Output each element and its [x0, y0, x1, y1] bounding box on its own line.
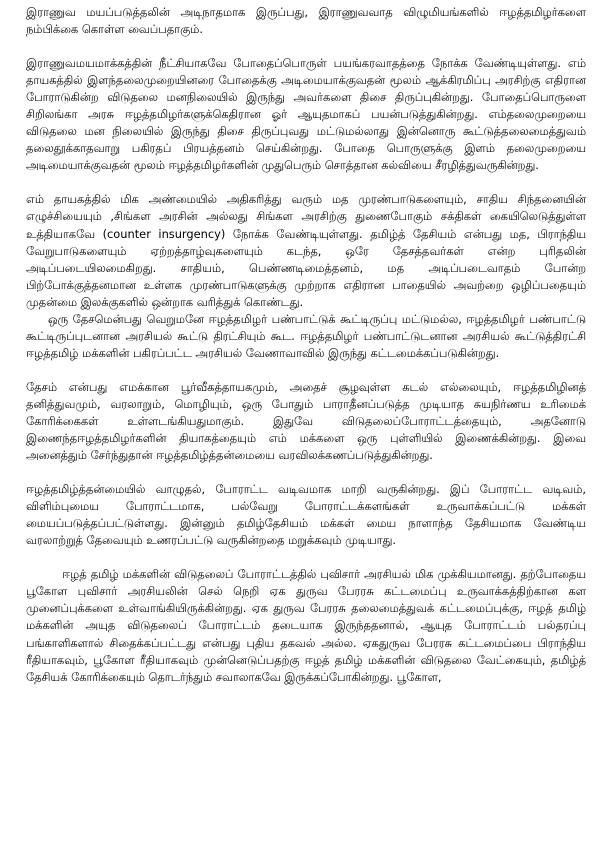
paragraph-homeland: தேசம் என்பது எமக்கான பூர்வீகத்தாயகமும், அதைச் சூழவுள்ள கடல் எல்லையும், ஈழத்தமிழினத் தனித்துவமும், வரலாறும், மொழியும், ஒரு போதும் பாராதீனப்படுத்த முடியாத சுயநிர்ணய உரிமைக் கோரிக்கைகள் உள்ளடங்கியதுமாகும். இதுவே விடுதலைப்போராட்டத்தையும், அதனோடு இணைந்தஈழத்தமிழர்களின் தியாகத்தையும் எம் மக்களை ஒரு புள்ளியில் இணைக்கின்றது. இவை அனைத்தும் சேர்ந்துதான் ஈழத்தமிழ்த்தன்மையை வரவிலக்கணப்படுத்துகின்றது.	[26, 379, 586, 463]
paragraph-religious-caste-conflicts: எம் தாயகத்தில் மிக அண்மையில் அதிகரித்து வரும் மத முரண்பாடுகளையும், சாதிய சிந்தனையின் எழுச்சியையும் ,சிங்கள அரசின் அல்லது சிங்கள அரசிற்கு துணைபோகும் சக்திகள் கையிலெடுத்துள்ள உத்தியாகவே (counter insurgency) நோக்க வேண்டியுள்ளது. தமிழ்த் தேசியம் என்பது மத, பிராந்திய வேறுபாடுகளையும் ஏற்றத்தாழ்வுகளையும் கடந்த, ஒரே தேசத்தவர்கள் என்ற புரிதலின் அடிப்படையிலமைகிறது. சாதியம், பெண்ணடிமைத்தனம், மத அடிப்படைவாதம் போன்ற பிற்போக்குத்தனமான உள்ளக முரண்பாடுகளுக்கு முற்றாக எதிரான பாதையில் அவற்றை ஒழிப்பதையும் முதன்மை இலக்குகளில் ஒன்றாக வரித்துக் கொண்டது.	[26, 192, 586, 309]
paragraph-geopolitics: ஈழத் தமிழ் மக்களின் விடுதலைப் போராட்டத்தில் புவிசார் அரசியல் மிக முக்கியமானது. தற்போதைய பூகோள புவிசார் அரசியலின் செல் நெறி ஏக துருவ பேரரசு கட்டமைப்பு உருவாக்கத்திற்கான கள முனைப்புக்களை உள்வாங்கியிருக்கின்றது. ஏக துருவ பேரரசு தலைமைத்துவக் கட்டமைப்புக்கு, ஈழத் தமிழ் மக்களின் அயுத விடுதலைப் போராட்டம் தடையாக இருந்ததனால், ஆயுத போராட்டம் பல்தரப்பு பங்காளிகளால் சிதைக்கப்பட்டது என்பது புதிய தகவல் அல்ல. ஏகதுருவ பேரரசு கட்டமைப்பை பிராந்திய ரீதியாகவும், பூகோள ரீதியாகவும் முன்னெடுப்பதற்கு ஈழத் தமிழ் மக்களின் விடுதலை வேட்கையும், தமிழ்த் தேசியக் கோரிக்கையும் தொடர்ந்தும் சவாலாகவே இருக்கப்போகின்றது. பூகோள,	[26, 567, 586, 684]
paragraph-drug-terrorism: இராணுவமயமாக்கத்தின் நீட்சியாகவே போதைப்பொருள் பயங்கரவாதத்தை நோக்க வேண்டியுள்ளது. எம் தாயகத்தில் இளந்தலைமுறையினரை போதைக்கு அடிமையாக்குவதன் மூலம் ஆக்கிரமிப்பு அரசிற்கு எதிரான போராடுகின்ற விடுதலை மனநிலையில் இருந்து அவர்களை திசை திருப்புகின்றது. போதைப்பொருளை சிறிலங்கா அரசு ஈழத்தமிழர்களுக்கெதிரான ஓர் ஆயுதமாகப் பயன்படுத்துகின்றது. எம்தலைமுறையை விடுதலை மன நிலையில் இருந்து திசை திருப்புவது மட்டுமல்லாது இன்னொரு கூட்டுத்தலைமைத்துவம் தலைதூக்காதவாறு பகிரதப் பிரயத்தனம் செய்கின்றது. போதை பொருளுக்கு இளம் தலைமுறையை அடிமையாக்குவதன் மூலம் ஈழத்தமிழர்களின் முதுபெரும் சொத்தான கல்வியை சீரழித்துவருகின்றது.	[26, 56, 586, 173]
paragraph-eelam-tamil-identity: ஈழத்தமிழ்த்தன்மையில் வாழுதல், போராட்ட வடிவமாக மாறி வருகின்றது. இப் போராட்ட வடிவம், விளிம்புமைய போராட்டமாக, பல்வேறு போராட்டக்களங்கள் உருவாக்கப்பட்டு மக்கள் மையப்படுத்தப்பட்டுள்ளது. இன்னும் தமிழ்தேசியம் மக்கள் மைய நாளாந்த தேசியமாக வேண்டிய வரலாற்றுத் தேவையும் உணரப்பட்டு வருகின்றதை மறுக்கவும் முடியாது.	[26, 482, 586, 548]
paragraph-nation-definition: ஒரு தேசமென்பது வெறுமனே ஈழத்தமிழர் பண்பாட்டுக் கூட்டிருப்பு மட்டுமல்ல, ஈழத்தமிழர் பண்பாட்டு கூட்டிருப்புடனான அரசியல் கூட்டு திரட்சியும் கூட. ஈழத்தமிழர் பண்பாட்டுடனான அரசியல் கூட்டுத்திரட்சி ஈழத்தமிழ் மக்களின் பகிரப்பட்ட அரசியல் வேணாவாவில் இருந்து கட்டமைக்கப்படுகின்றது.	[26, 311, 586, 360]
paragraph-militarization-core: இராணுவ மயப்படுத்தலின் அடிநாதமாக இருப்பது, இராணுவவாத விழுமியங்களில் ஈழத்தமிழர்களை நம்பிக்கை கொள்ள வைப்பதாகும்.	[26, 5, 586, 37]
document-body	[26, 4, 586, 686]
